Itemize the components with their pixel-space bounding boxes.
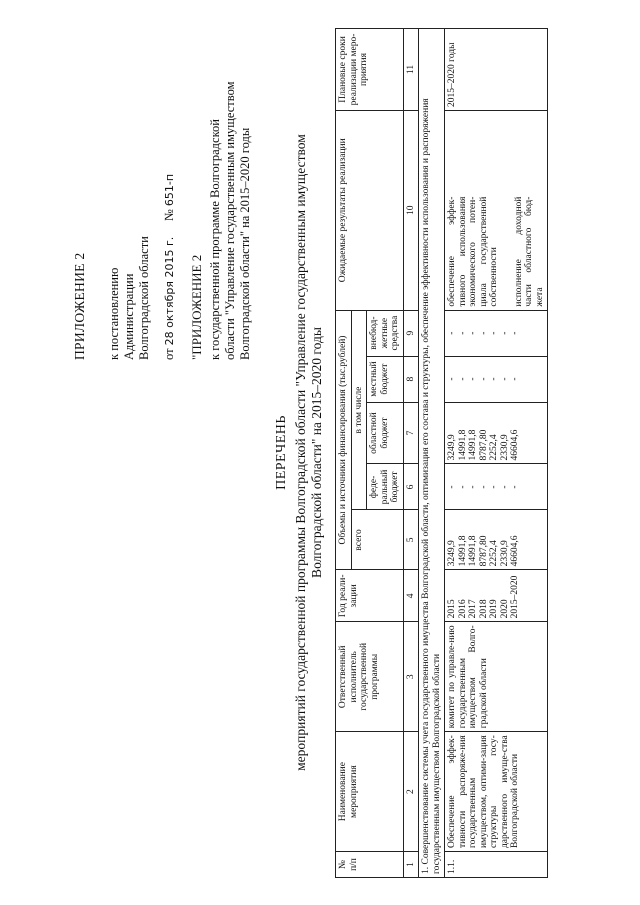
header-terms: Плановые сроки реализации меро-приятия [336,29,404,111]
local-value: - [499,377,510,381]
number-prefix: № [162,209,176,222]
extra-value: - [468,331,478,335]
year-value: 2018 [478,599,489,619]
federal-value: - [510,485,520,489]
local-value: - [468,377,478,381]
total-value: 2252,4 [489,540,499,567]
row-regional [445,402,548,464]
result-item: обеспечение эффек-тивного использования экономического потен-циала государственной собственности [447,196,499,307]
decree-line: Администрации [122,273,136,360]
total-value: 2330,9 [499,540,510,567]
total-value: 3249,9 [447,540,457,567]
date-value: 28 октября 2015 г. [163,236,176,346]
row-num: 1.1. [445,852,548,878]
header-num: № п/п [336,852,404,878]
appendix-header [72,30,253,360]
header-executor: Ответственный исполнитель государственной программы [336,622,404,732]
col-number: 8 [403,356,419,402]
appendix-title: ПРИЛОЖЕНИЕ 2 [72,252,87,360]
program-line: области "Управление государственным имуществом [223,81,237,360]
measures-table [335,28,548,878]
regional-value: 2330,9 [499,434,510,461]
extra-value: - [510,331,520,335]
header-local: местный бюджет [367,356,404,402]
header-extra: внебюд-жетные средства [367,310,404,356]
regional-value: 8787,80 [478,429,489,461]
row-terms: 2015–2020 годы [445,29,548,111]
col-number: 7 [403,402,419,464]
row-name: Обеспечение эффек-тивности распоряже-ния государственным имуществом, оптими-зация структуры госу-дарственного имуще-ства Волгоградской области [445,732,548,852]
local-value: - [510,377,520,381]
row-federal [445,464,548,510]
row-local [445,356,548,402]
col-number: 9 [403,310,419,356]
program-line: к государственной программе Волгоградской [208,119,222,360]
federal-value: - [478,485,489,489]
document-title: ПЕРЕЧЕНЬ [274,415,289,490]
header-federal: феде-ральный бюджет [367,464,404,510]
row-total [445,510,548,570]
total-value: 46604,6 [510,535,520,567]
header-results: Ожидаемые результаты реализации [336,110,404,310]
header-incl: в том числе [351,310,367,510]
federal-value: - [489,485,499,489]
row-results [445,110,548,310]
header-total: всего [351,510,403,570]
row-years [445,570,548,622]
extra-value: - [457,331,468,335]
extra-value: - [478,331,489,335]
col-number: 6 [403,464,419,510]
col-number: 5 [403,510,419,570]
federal-value: - [499,485,510,489]
section-heading: 1. Совершенствование системы учета государственного имущества Волгоградской области, оптимизация его состава и структуры, обеспечение эффективности использования и распоряжения государственным имуществом Волгоградской области [419,29,445,878]
regional-value: 14991,8 [468,429,478,461]
federal-value: - [447,485,457,489]
result-item: исполнение доходной части областного бюд-жета [513,196,545,307]
year-value: 2020 [499,599,510,619]
local-value: - [447,377,457,381]
col-number: 3 [403,622,419,732]
total-value: 14991,8 [468,535,478,567]
year-value: 2015 [447,599,457,619]
federal-value: - [457,485,468,489]
table-row [445,29,548,878]
total-value: 8787,80 [478,535,489,567]
header-funding: Объемы и источники финансирования (тыс.рублей) [336,310,352,570]
row-extra [445,310,548,356]
extra-value: - [447,331,457,335]
year-value: 2019 [489,599,499,619]
document-subtitle-line: Волгоградской области" на 2015–2020 годы [309,327,324,578]
number-value: 651-п [163,173,176,207]
row-executor: комитет по управле-нию государственным имуществом Волго-градской области [445,622,548,732]
col-number: 2 [403,732,419,852]
program-line: Волгоградской области" на 2015–2020 годы [238,127,252,360]
col-number: 11 [403,29,419,111]
header-year: Год реали-зации [336,570,404,622]
decree-line: Волгоградской области [137,236,151,360]
local-value: - [489,377,499,381]
regional-value: 3249,9 [447,434,457,461]
appendix-title-2: "ПРИЛОЖЕНИЕ 2 [189,254,204,360]
decree-line: к постановлению [107,267,121,360]
col-number: 4 [403,570,419,622]
year-value: 2017 [468,599,478,619]
year-value: 2015–2020 [510,575,520,619]
regional-value: 46604,6 [510,429,520,461]
year-value: 2016 [457,599,468,619]
header-regional: областной бюджет [367,402,404,464]
date-prefix: от [162,348,176,360]
document-subtitle-line: мероприятий государственной программы Волгоградской области "Управление государственным имуществом [293,134,308,771]
header-name: Наименование мероприятия [336,732,404,852]
local-value: - [478,377,489,381]
col-number: 10 [403,110,419,310]
col-number: 1 [403,852,419,878]
total-value: 14991,8 [457,535,468,567]
local-value: - [457,377,468,381]
decree-date-line [162,30,177,360]
extra-value: - [499,331,510,335]
regional-value: 14991,8 [457,429,468,461]
federal-value: - [468,485,478,489]
extra-value: - [489,331,499,335]
regional-value: 2252,4 [489,434,499,461]
